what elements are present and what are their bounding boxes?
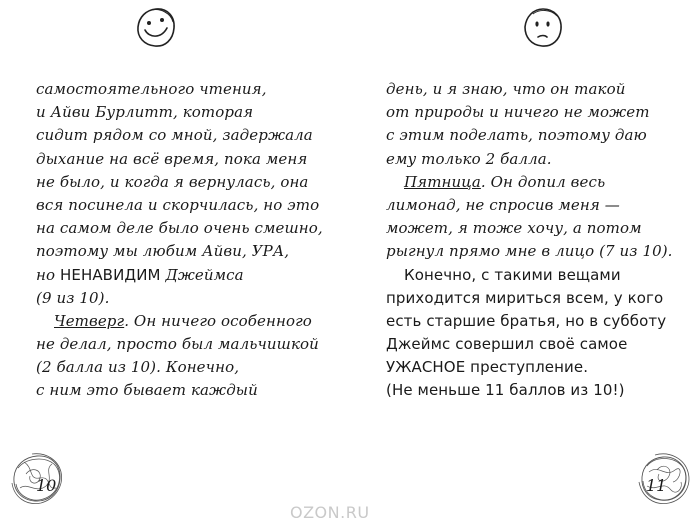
page-number: 11: [646, 476, 667, 495]
text-line: [386, 356, 673, 379]
text-line: (Не меньше 11 баллов из 10!): [386, 381, 625, 400]
text-line: (9 из 10).: [36, 288, 110, 307]
text-line: не было, и когда я вернулась, она: [36, 172, 309, 191]
text-line: не делал, просто был мальчишкой: [36, 335, 319, 354]
text-line: [36, 310, 323, 333]
text-line: Джеймс совершил своё самое: [386, 335, 628, 354]
right-page-text: [386, 78, 673, 403]
text-line: с ним это бывает каждый: [36, 381, 258, 400]
text-line: рыгнул прямо мне в лицо (7 из 10).: [386, 242, 673, 261]
text-line: [36, 264, 323, 287]
text-line: на самом деле было очень смешно,: [36, 219, 323, 238]
day-label-thursday: Четверг: [54, 311, 125, 330]
text-line: с этим поделать, поэтому даю: [386, 126, 647, 145]
caps-word: НЕНАВИДИМ: [59, 265, 161, 284]
text-line: (2 балла из 10). Конечно,: [36, 358, 240, 377]
text-line: день, и я знаю, что он такой: [386, 80, 626, 98]
smiley-face-icon: [134, 6, 178, 50]
text-fragment: преступление.: [465, 358, 589, 377]
text-fragment: но: [36, 265, 60, 284]
page-number: 10: [36, 476, 57, 495]
text-line: дыхание на всё время, пока меня: [36, 149, 308, 168]
text-line: поэтому мы любим Айви, УРА,: [36, 242, 290, 261]
day-label-friday: Пятница: [404, 172, 481, 191]
text-line: вся посинела и скорчилась, но это: [36, 195, 320, 214]
text-line: от природы и ничего не может: [386, 103, 650, 122]
text-fragment: . Он ничего особенного: [124, 311, 312, 330]
text-line: ему только 2 балла.: [386, 149, 552, 168]
text-line: лимонад, не спросив меня —: [386, 195, 620, 214]
text-line: Конечно, с такими вещами: [404, 265, 621, 284]
right-page: [350, 0, 700, 531]
text-line: есть старшие братья, но в субботу: [386, 311, 667, 330]
text-line: приходится мириться всем, у кого: [386, 288, 664, 307]
caps-word: УЖАСНОЕ: [386, 358, 466, 377]
left-page-text: [36, 78, 323, 403]
worried-face-icon: [521, 6, 565, 50]
text-line: сидит рядом со мной, задержала: [36, 126, 313, 145]
text-line: и Айви Бурлитт, которая: [36, 103, 254, 122]
text-fragment: Джеймса: [160, 265, 244, 284]
text-line: может, я тоже хочу, а потом: [386, 219, 642, 238]
watermark: OZON.RU: [290, 503, 370, 522]
text-line: самостоятельного чтения,: [36, 80, 267, 98]
text-line: [386, 171, 673, 194]
text-fragment: . Он допил весь: [480, 172, 606, 191]
